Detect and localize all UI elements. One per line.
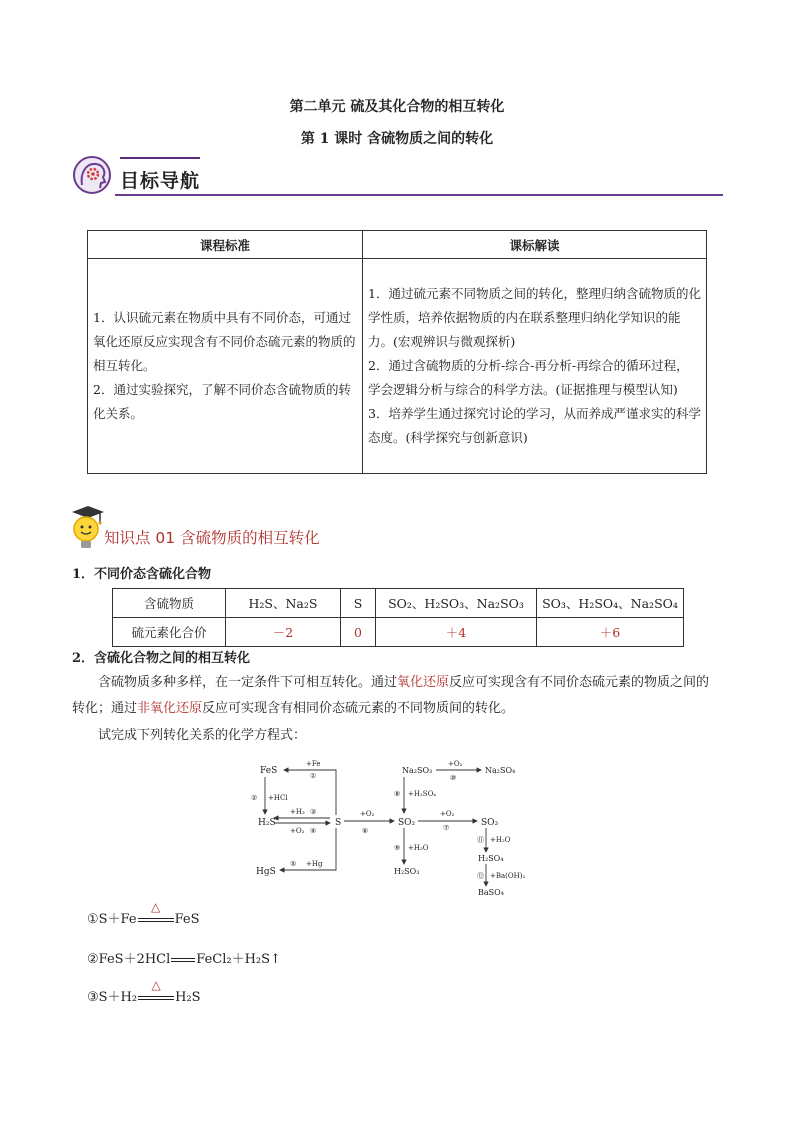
equation-number: ③ [87,990,99,1005]
interpretation-item: 3．培养学生通过探究讨论的学习，从而养成严谨求实的科学态度。(科学探究与创新意识) [368,406,701,445]
step-8: ⑧ [394,790,401,798]
reaction-condition: △ [151,977,161,992]
step-2: ② [251,794,258,802]
step-4: ④ [310,827,317,835]
species-S: S [335,818,342,828]
reagent-9: +H₂O [408,844,429,852]
equation-1 [87,899,200,927]
lightbulb-grad-cap-icon [66,504,106,552]
equation-2 [87,948,281,967]
step-12: ⑫ [477,872,484,880]
species-H2SO3: H₂SO₃ [394,867,420,876]
conversion-diagram [250,758,550,900]
step-9: ⑨ [394,844,401,852]
reagent-1: +Fe [306,760,321,768]
equation-reactants: FeS＋2HCl [98,952,171,967]
species-SO3: SO₃ [481,818,499,828]
standard-item: 2．通过实验探究，了解不同价态含硫物质的转化关系。 [93,382,351,421]
reagent-2: +HCl [268,794,288,802]
para-text: 含硫物质多种多样，在一定条件下可相互转化。通过 [98,675,398,690]
reagent-6: +O₂ [360,810,375,818]
reagent-4: +O₂ [290,827,305,835]
species-Na2SO4: Na₂SO₄ [485,766,516,775]
equation-number: ② [87,952,99,967]
step-6: ⑥ [362,827,369,835]
standards-header-right: 课标解读 [363,231,707,259]
equation-reactants: S＋H₂ [98,990,138,1005]
species-SO2: SO₂ [398,818,416,828]
step-5: ⑤ [290,860,297,868]
valence-row-label: 硫元素化合价 [113,618,226,647]
reaction-condition: △ [150,899,161,914]
knowledge-point-title: 知识点 01 含硫物质的相互转化 [104,529,320,547]
species-HgS: HgS [256,867,276,877]
equation-products: H₂S [175,990,201,1005]
substances-cell: SO₃、H₂SO₄、Na₂SO₄ [537,589,684,618]
species-FeS: FeS [260,766,278,776]
para-text: 反应可实现含有不同价态硫元素的物质之间的转化；通过 [72,675,710,716]
section2-heading: 2．含硫化合物之间的相互转化 [72,651,251,666]
para-highlight: 氧化还原 [397,675,450,690]
valence-cell: ＋4 [376,618,537,647]
goal-divider [115,194,723,196]
valence-table [112,588,684,647]
reagent-11: +H₂O [490,836,511,844]
reagent-3: +H₂ [290,808,305,816]
step-3: ③ [310,808,317,816]
step-7: ⑦ [443,824,450,832]
species-BaSO4: BaSO₄ [478,888,504,897]
equation-3 [87,977,201,1005]
standard-item: 1．认识硫元素在物质中具有不同价态，可通过氧化还原反应实现含有不同价态硫元素的物质的相互转化。 [93,310,356,373]
step-10: ⑩ [450,774,457,782]
equals-sign [138,899,174,926]
standards-cell-left [88,259,363,474]
standards-header-left: 课程标准 [88,231,363,259]
reagent-5: +Hg [306,860,323,868]
unit-title: 第二单元 硫及其化合物的相互转化 [289,99,505,115]
species-H2SO4: H₂SO₄ [478,854,504,863]
standards-cell-right [363,259,707,474]
valence-row-label: 含硫物质 [113,589,226,618]
equation-reactants: S＋Fe [98,912,137,927]
equals-sign [138,977,174,1004]
head-gear-icon [72,155,112,195]
section1-heading: 1．不同价态含硫化合物 [72,567,212,582]
step-1: ① [310,772,317,780]
equation-number: ① [87,912,99,927]
equation-products: FeCl₂＋H₂S↑ [196,952,281,967]
goal-accent-bar [120,157,200,159]
reagent-10: +O₂ [448,760,463,768]
valence-cell: －2 [226,618,341,647]
reagent-8: +H₂SO₄ [408,790,437,798]
para-highlight: 非氧化还原 [137,701,203,716]
section2-prompt: 试完成下列转化关系的化学方程式： [98,728,307,743]
lesson-title: 第 1 课时 含硫物质之间的转化 [300,131,494,147]
species-H2S: H₂S [258,818,276,828]
reagent-7: +O₂ [440,810,455,818]
substances-cell: SO₂、H₂SO₃、Na₂SO₃ [376,589,537,618]
valence-cell: 0 [341,618,376,647]
para-text: 反应可实现含有相同价态硫元素的不同物质间的转化。 [202,701,515,716]
equation-products: FeS [174,912,200,927]
valence-cell: ＋6 [537,618,684,647]
goal-section-title: 目标导航 [120,170,201,192]
species-Na2SO3: Na₂SO₃ [402,766,433,775]
interpretation-item: 2．通过含硫物质的分析-综合-再分析-再综合的循环过程，学会逻辑分析与综合的科学方法。(证据推理与模型认知) [368,358,689,397]
standards-table [87,230,707,474]
substances-cell: H₂S、Na₂S [226,589,341,618]
substances-cell: S [341,589,376,618]
interpretation-item: 1．通过硫元素不同物质之间的转化，整理归纳含硫物质的化学性质，培养依据物质的内在联系整理归纳化学知识的能力。(宏观辨识与微观探析) [368,286,701,349]
equals-sign [171,954,195,966]
step-11: ⑪ [477,836,484,844]
reagent-12: +Ba(OH)₂ [490,872,526,880]
section2-paragraph [72,670,722,722]
